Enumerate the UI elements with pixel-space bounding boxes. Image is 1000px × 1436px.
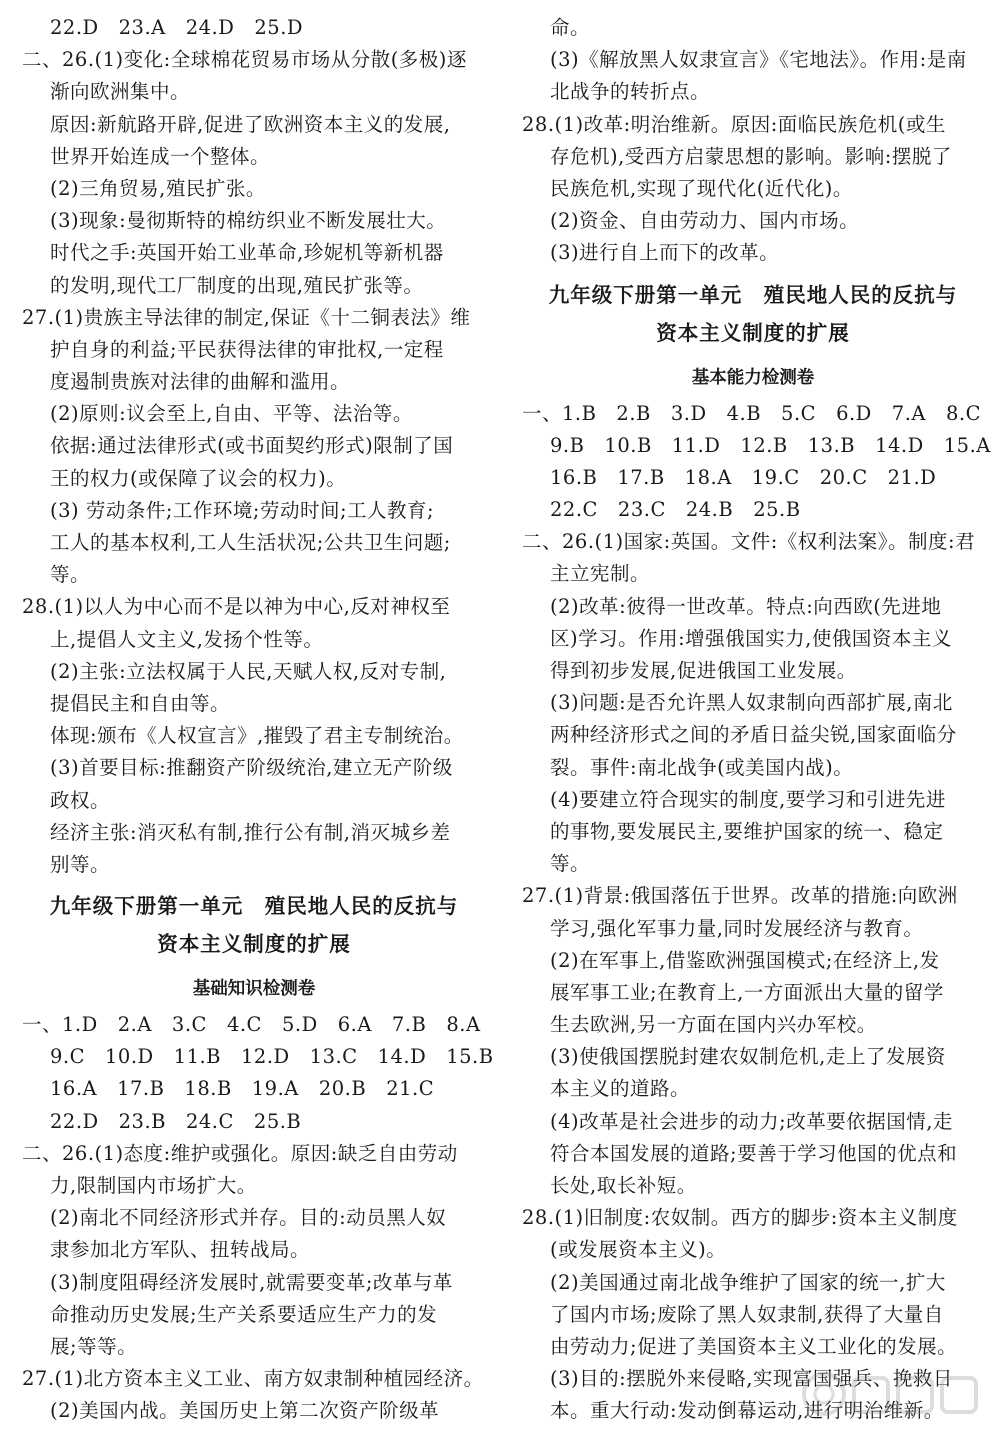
right-answer-line: (3)《解放黑人奴隶宣言》《宅地法》。作用:是南 xyxy=(550,48,967,72)
left-answer-line: (3) 劳动条件;工作环境;劳动时间;工人教育; xyxy=(50,498,435,522)
left-answer-line: 22.D 23.B 24.C 25.B xyxy=(50,1109,302,1133)
left-answer-line: 依据:通过法律形式(或书面契约形式)限制了国 xyxy=(50,434,454,458)
right-answer-line: 9.B 10.B 11.D 12.B 13.B 14.D 15.A xyxy=(550,433,991,457)
right-answer-line: 得到初步发展,促进俄国工业发展。 xyxy=(550,659,857,682)
left-answer-line: 隶参加北方军队、扭转战局。 xyxy=(50,1238,311,1262)
left-answer-line: 度遏制贵族对法律的曲解和滥用。 xyxy=(50,370,351,394)
left-answer-line: 体现:颁布《人权宣言》,摧毁了君主专制统治。 xyxy=(50,724,464,748)
right-answer-line: 28.(1)旧制度:农奴制。西方的脚步:资本主义制度 xyxy=(522,1206,958,1230)
left-section-title-line-1: 九年级下册第一单元 殖民地人民的反抗与 xyxy=(49,894,459,919)
right-answer-line: (4)要建立符合现实的制度,要学习和引进先进 xyxy=(550,787,946,811)
right-answer-line: (2)美国通过南北战争维护了国家的统一,扩大 xyxy=(550,1270,946,1294)
right-column xyxy=(522,12,991,1428)
left-answer-line: (3)现象:曼彻斯特的棉纺织业不断发展壮大。 xyxy=(50,209,447,233)
left-answer-line: 16.A 17.B 18.B 19.A 20.B 21.C xyxy=(50,1077,435,1101)
left-answer-line: (2)三角贸易,殖民扩张。 xyxy=(50,176,266,200)
left-answer-line: 等。 xyxy=(50,563,91,587)
right-answer-line: (2)资金、自由劳动力、国内市场。 xyxy=(550,209,860,233)
right-answer-line: 存危机),受西方启蒙思想的影响。影响:摆脱了 xyxy=(550,144,952,168)
left-answers-bottom xyxy=(22,1009,494,1427)
right-answer-line: (4)改革是社会进步的动力;改革要依据国情,走 xyxy=(550,1109,953,1133)
left-answer-line: 世界开始连成一个整体。 xyxy=(50,144,271,168)
right-answer-line: 等。 xyxy=(550,852,591,876)
right-answer-line: (3)问题:是否允许黑人奴隶制向西部扩展,南北 xyxy=(550,691,953,715)
right-answer-line: 长处,取长补短。 xyxy=(550,1174,697,1197)
right-answer-line: (3)目的:摆脱外来侵略,实现富国强兵、挽救日 xyxy=(550,1367,953,1391)
right-answer-line: 28.(1)改革:明治维新。原因:面临民族危机(或生 xyxy=(522,112,946,136)
left-subtitle: 基础知识检测卷 xyxy=(192,979,316,1000)
right-answer-line: (3)进行自上而下的改革。 xyxy=(550,241,780,265)
left-section-title-line-2: 资本主义制度的扩展 xyxy=(157,932,351,957)
left-answer-line: 别等。 xyxy=(50,852,111,876)
left-answer-line: 工人的基本权利,工人生活状况;公共卫生问题; xyxy=(50,531,451,554)
left-answer-line: 力,限制国内市场扩大。 xyxy=(50,1174,257,1197)
right-answer-line: 两种经济形式之间的矛盾日益尖锐,国家面临分 xyxy=(550,723,957,747)
right-answer-line: 命。 xyxy=(550,16,591,39)
right-answer-line: 了国内市场;废除了黑人奴隶制,获得了大量自 xyxy=(550,1302,944,1326)
left-answer-line: 时代之手:英国开始工业革命,珍妮机等新机器 xyxy=(50,241,444,265)
right-answer-line: (或发展资本主义)。 xyxy=(550,1238,727,1262)
right-answer-line: 一、1.B 2.B 3.D 4.B 5.C 6.D 7.A 8.C xyxy=(522,401,982,425)
left-answer-line: (3)制度阻碍经济发展时,就需要变革;改革与革 xyxy=(50,1270,453,1294)
left-answer-line: 提倡民主和自由等。 xyxy=(50,691,231,715)
left-answer-line: 二、26.(1)变化:全球棉花贸易市场从分散(多极)逐 xyxy=(22,48,467,72)
right-answer-line: 符合本国发展的道路;要善于学习他国的优点和 xyxy=(550,1141,958,1165)
left-answer-line: 经济主张:消灭私有制,推行公有制,消灭城乡差 xyxy=(50,820,451,844)
left-answer-line: (2)主张:立法权属于人民,天赋人权,反对专制, xyxy=(50,659,447,683)
right-section-title-line-1: 九年级下册第一单元 殖民地人民的反抗与 xyxy=(548,282,958,307)
right-answer-line: 主立宪制。 xyxy=(550,562,651,586)
left-column xyxy=(22,12,494,1428)
left-answer-line: 27.(1)北方资本主义工业、南方奴隶制种植园经济。 xyxy=(22,1367,484,1391)
right-answer-line: 22.C 23.C 24.B 25.B xyxy=(550,498,801,522)
left-answer-line: 护自身的利益;平民获得法律的审批权,一定程 xyxy=(50,337,444,361)
right-answer-line: (2)在军事上,借鉴欧洲强国模式;在经济上,发 xyxy=(550,948,940,972)
right-answer-line: 由劳动力;促进了美国资本主义工业化的发展。 xyxy=(550,1334,958,1358)
left-answer-line: (3)首要目标:推翻资产阶级统治,建立无产阶级 xyxy=(50,756,453,780)
right-answer-line: 学习,强化军事力量,同时发展经济与教育。 xyxy=(550,916,924,940)
right-answer-line: 生去欧洲,另一方面在国内兴办军校。 xyxy=(550,1013,877,1037)
left-answer-line: 原因:新航路开辟,促进了欧洲资本主义的发展, xyxy=(50,112,451,136)
left-answer-line: 展;等等。 xyxy=(50,1334,138,1358)
right-answers-bottom xyxy=(522,398,991,1428)
left-answer-line: 命推动历史发展;生产关系要适应生产力的发 xyxy=(50,1302,438,1326)
right-answer-line: 本。重大行动:发动倒幕运动,进行明治维新。 xyxy=(550,1399,944,1423)
left-answer-line: 28.(1)以人为中心而不是以神为中心,反对神权至 xyxy=(22,595,451,619)
right-answer-line: 本主义的道路。 xyxy=(550,1077,691,1101)
left-answer-line: 二、26.(1)态度:维护或强化。原因:缺乏自由劳动 xyxy=(22,1141,458,1165)
left-answer-line: 上,提倡人文主义,发扬个性等。 xyxy=(50,627,324,651)
right-answer-line: 展军事工业;在教育上,一方面派出大量的留学 xyxy=(550,980,944,1004)
watermark-logo-icon xyxy=(798,1364,988,1428)
right-answer-line: 区)学习。作用:增强俄国实力,使俄国资本主义 xyxy=(550,626,952,650)
left-answer-line: 王的权力(或保障了议会的权力)。 xyxy=(50,466,347,490)
left-answer-line: 渐向欧洲集中。 xyxy=(50,80,191,104)
right-answer-line: 北战争的转折点。 xyxy=(550,80,711,104)
right-answer-line: 裂。事件:南北战争(或美国内战)。 xyxy=(550,755,854,779)
left-answer-line: 27.(1)贵族主导法律的制定,保证《十二铜表法》维 xyxy=(22,305,471,329)
right-section-title-line-2: 资本主义制度的扩展 xyxy=(656,320,850,345)
left-answer-line: 的发明,现代工厂制度的出现,殖民扩张等。 xyxy=(50,273,424,297)
left-answer-line: 22.D 23.A 24.D 25.D xyxy=(50,16,304,39)
left-answer-line: (2)美国内战。美国历史上第二次资产阶级革 xyxy=(50,1399,440,1423)
right-answer-line: 的事物,要发展民主,要维护国家的统一、稳定 xyxy=(550,819,944,843)
left-answer-line: (2)南北不同经济形式并存。目的:动员黑人奴 xyxy=(50,1206,447,1230)
left-answers-top xyxy=(22,12,486,881)
right-answer-line: (2)改革:彼得一世改革。特点:向西欧(先进地 xyxy=(550,594,942,618)
right-answer-line: 民族危机,实现了现代化(近代化)。 xyxy=(550,176,853,200)
left-answer-line: (2)原则:议会至上,自由、平等、法治等。 xyxy=(50,402,413,426)
left-answer-line: 一、1.D 2.A 3.C 4.C 5.D 6.A 7.B 8.A xyxy=(22,1013,481,1037)
right-answer-line: 27.(1)背景:俄国落伍于世界。改革的措施:向欧洲 xyxy=(522,884,958,908)
left-answer-line: 政权。 xyxy=(50,788,111,812)
right-subtitle: 基本能力检测卷 xyxy=(691,367,815,388)
right-answer-line: 二、26.(1)国家:英国。文件:《权利法案》。制度:君 xyxy=(522,530,976,554)
right-answer-line: 16.B 17.B 18.A 19.C 20.C 21.D xyxy=(550,465,937,489)
left-answer-line: 9.C 10.D 11.B 12.D 13.C 14.D 15.B xyxy=(50,1045,494,1069)
right-answers-top xyxy=(522,12,984,270)
right-answer-line: (3)使俄国摆脱封建农奴制危机,走上了发展资 xyxy=(550,1045,946,1069)
